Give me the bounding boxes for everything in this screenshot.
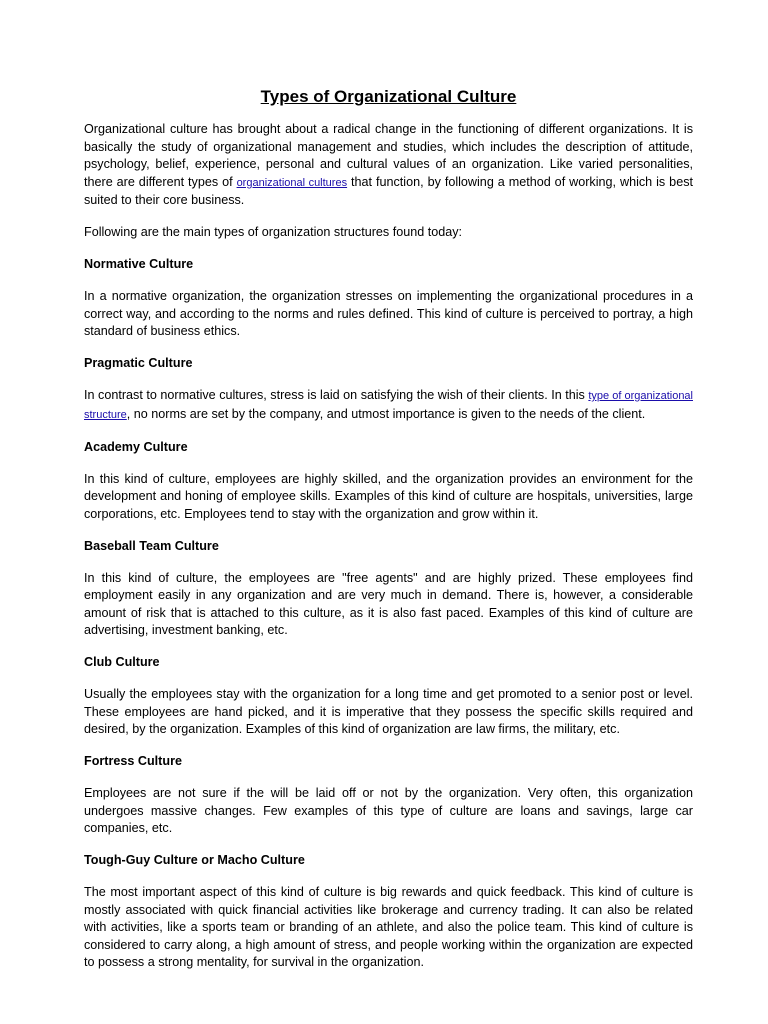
club-culture-heading: Club Culture (84, 655, 160, 669)
baseball-team-culture-paragraph: In this kind of culture, the employees are "free agents" and are highly prized. These employees find employment easily in any organization and are very much in demand. There is, however, a considerable amount of risk that is attached to this culture, as it is also fast paced. Examples of this kind of culture are advertising, investment banking, etc. (84, 570, 693, 637)
normative-culture-heading: Normative Culture (84, 257, 194, 271)
tough-guy-culture-heading: Tough-Guy Culture or Macho Culture (84, 853, 305, 867)
pragmatic-text-end: , no norms are set by the company, and utmost importance is given to the needs of the client. (126, 406, 646, 421)
tough-guy-culture-paragraph: The most important aspect of this kind of culture is big rewards and quick feedback. This kind of culture is mostly associated with quick financial activities like brokerage and currency trading. It can also be related with activities, like a sports team or branding of an athlete, and also the police team. This kind of culture is considered to carry along, a high amount of stress, and people working within the organization are expected to possess a strong mentality, for survival in the organization. (84, 885, 693, 969)
baseball-team-culture-heading: Baseball Team Culture (84, 538, 219, 553)
normative-culture-paragraph: In a normative organization, the organization stresses on implementing the organizational procedures in a correct way, and according to the norms and rules defined. This kind of culture is perceived to portray, a high standard of business ethics. (84, 289, 693, 338)
document-title: Types of Organizational Culture (260, 87, 517, 106)
pragmatic-text-start: In contrast to normative cultures, stress is laid on satisfying the wish of their clients. In this (84, 388, 589, 402)
lead-paragraph: Following are the main types of organization structures found today: (84, 225, 463, 239)
intro-paragraph (84, 121, 693, 210)
fortress-culture-paragraph: Employees are not sure if the will be laid off or not by the organization. Very often, this organization undergoes massive changes. Few examples of this type of culture are loans and savings, large car companies, etc. (84, 786, 693, 835)
club-culture-paragraph: Usually the employees stay with the organization for a long time and get promoted to a senior post or level. These employees are hand picked, and it is imperative that they possess the specific skills required and desired, by the organization. Examples of this kind of organization are law firms, the military, etc. (84, 687, 693, 736)
intro-text-start: Organizational culture has brought about a radical change in the functioning of different organizations. It is basically the study of organizational management and studies, which includes the description of attitude, psychology, belief, experience, personal and cultural values of an organization. Like varied personalities, there are different types of (84, 122, 693, 189)
academy-culture-heading: Academy Culture (84, 439, 188, 454)
fortress-culture-heading: Fortress Culture (84, 754, 182, 768)
intro-text-end: that function, by following a method of working, which is best suited to their core business. (84, 174, 693, 207)
academy-culture-paragraph: In this kind of culture, employees are highly skilled, and the organization provides an environment for the development and honing of employee skills. Examples of this kind of culture are hospitals, universities, large corporations, etc. Employees tend to stay with the organization and grow within it. (84, 471, 693, 521)
organizational-cultures-link[interactable]: organizational cultures (236, 176, 348, 189)
document-page (84, 86, 693, 986)
pragmatic-culture-paragraph (84, 387, 693, 424)
pragmatic-culture-heading: Pragmatic Culture (84, 356, 193, 370)
type-of-organizational-structure-link[interactable]: type of organizational structure (84, 390, 693, 421)
